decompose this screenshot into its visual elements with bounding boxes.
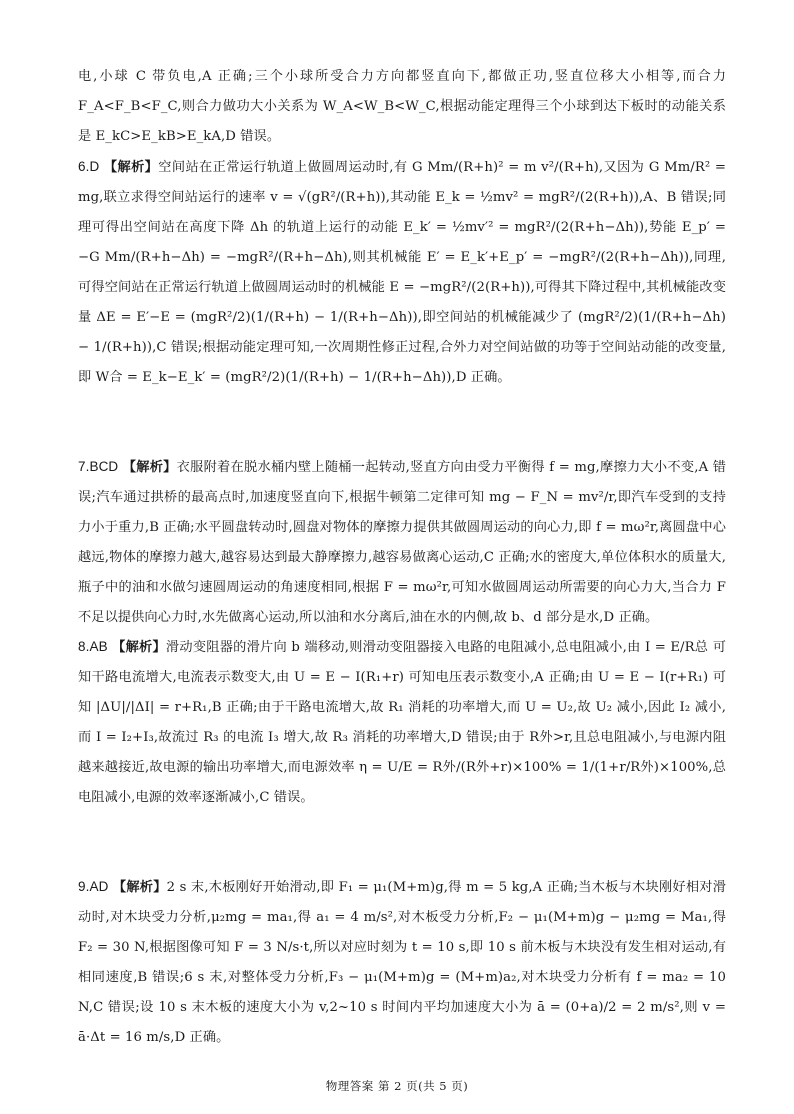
- page-footer: 物理答案 第 2 页(共 5 页): [325, 1079, 469, 1093]
- paragraph-text: 2 s 末,木板刚好开始滑动,即 F₁ = μ₁(M+m)g,得 m = 5 kg,A 正确;当木板与木块刚好相对滑动时,对木块受力分析,μ₂mg = ma₁,得 a₁ = 4 m/s²,对木板受力分析,F₂ − μ₁(M+m)g − μ₂mg = Ma₁,得 F₂ = 30 N,根据图像可知 F = 3 N/s·t,所以对应时刻为 t = 10 s,即 10 s 前木板与木块没有发生相对运动,有相同速度,B 错误;6 s 末,对整体受力分析,F₃ − μ₁(M+m)g = (M+m)a₂,对木块受力分析有 f = ma₂ = 10 N,C 错误;设 10 s 末木板的速度大小为 v,2~10 s 时间内平均加速度大小为 ā = (0+a)/2 = 2 m/s²,则 v = ā·Δt = 16 m/s,D 正确。: [78, 880, 727, 1045]
- paragraph-text: 滑动变阻器的滑片向 b 端移动,则滑动变阻器接入电路的电阻减小,总电阻减小,由 I = E/R总 可知干路电流增大,电流表示数变大,由 U = E − I(R₁+r) 可知电压表示数变小,A 正确;由 U = E − I(r+R₁) 可知 |ΔU|/|ΔI| = r+R₁,B 正确;由于干路电流增大,故 R₁ 消耗的功率增大,而 U = U₂,故 U₂ 减小,因此 I₂ 减小,而 I = I₂+I₃,故流过 R₃ 的电流 I₃ 增大,故 R₃ 消耗的功率增大,D 错误;由于 R外>r,且总电阻减小,与电源内阻越来越接近,故电源的输出功率增大,而电源效率 η = U/E = R外/(R外+r)×100% = 1/(1+r/R外)×100%,总电阻减小,电源的效率逐渐减小,C 错误。: [78, 640, 726, 805]
- analysis-tag: 【解析】: [122, 460, 177, 475]
- question-7-solution: [78, 452, 726, 633]
- analysis-tag: 【解析】: [112, 880, 167, 895]
- continued-paragraph: [78, 62, 726, 152]
- question-9-solution: [78, 872, 726, 1053]
- question-number: 6.D: [78, 159, 100, 174]
- paragraph-text: 衣服附着在脱水桶内壁上随桶一起转动,竖直方向由受力平衡得 f = mg,摩擦力大小不变,A 错误;汽车通过拱桥的最高点时,加速度竖直向下,根据牛顿第二定律可知 mg − F_N = mv²/r,即汽车受到的支持力小于重力,B 正确;水平圆盘转动时,圆盘对物体的摩擦力提供其做圆周运动的向心力,即 f = mω²r,离圆盘中心越远,物体的摩擦力越大,越容易达到最大静摩擦力,越容易做离心运动,C 正确;水的密度大,单位体积水的质量大,瓶子中的油和水做匀速圆周运动的角速度相同,根据 F = mω²r,可知水做圆周运动所需要的向心力大,当合力 F 不足以提供向心力时,水先做离心运动,所以油和水分离后,油在水的内侧,故 b、d 部分是水,D 正确。: [78, 460, 726, 625]
- question-6-solution: [78, 152, 726, 393]
- question-number: 8.AB: [78, 639, 108, 654]
- paragraph-text: 空间站在正常运行轨道上做圆周运动时,有 G Mm/(R+h)² = m v²/(R+h),又因为 G Mm/R² = mg,联立求得空间站运行的速率 v = √(gR²/(R+h)),其动能 E_k = ½mv² = mgR²/(2(R+h)),A、B 错误;同理可得出空间站在高度下降 Δh 的轨道上运行的动能 E_k′ = ½mv′² = mgR²/(2(R+h−Δh)),势能 E_p′ = −G Mm/(R+h−Δh) = −mgR²/(R+h−Δh),则其机械能 E′ = E_k′+E_p′ = −mgR²/(2(R+h−Δh)),同理,可得空间站在正常运行轨道上做圆周运动时的机械能 E = −mgR²/(2(R+h)),可得其下降过程中,其机械能改变量 ΔE = E′−E = (mgR²/2)(1/(R+h) − 1/(R+h−Δh)),即空间站的机械能减少了 (mgR²/2)(1/(R+h−Δh) − 1/(R+h)),C 错误;根据动能定理可知,一次周期性修正过程,合外力对空间站做的功等于空间站动能的改变量,即 W合 = E_k−E_k′ = (mgR²/2)(1/(R+h) − 1/(R+h−Δh)),D 正确。: [78, 160, 726, 385]
- paragraph-text: 电,小球 C 带负电,A 正确;三个小球所受合力方向都竖直向下,都做正功,竖直位移大小相等,而合力 F_A<F_B<F_C,则合力做功大小关系为 W_A<W_B<W_C,根据动能定理得三个小球到达下板时的动能关系是 E_kC>E_kB>E_kA,D 错误。: [78, 69, 726, 144]
- analysis-tag: 【解析】: [112, 640, 166, 655]
- analysis-tag: 【解析】: [103, 160, 159, 175]
- question-number: 9.AD: [78, 879, 109, 894]
- question-8-solution: [78, 632, 726, 813]
- question-number: 7.BCD: [78, 459, 119, 474]
